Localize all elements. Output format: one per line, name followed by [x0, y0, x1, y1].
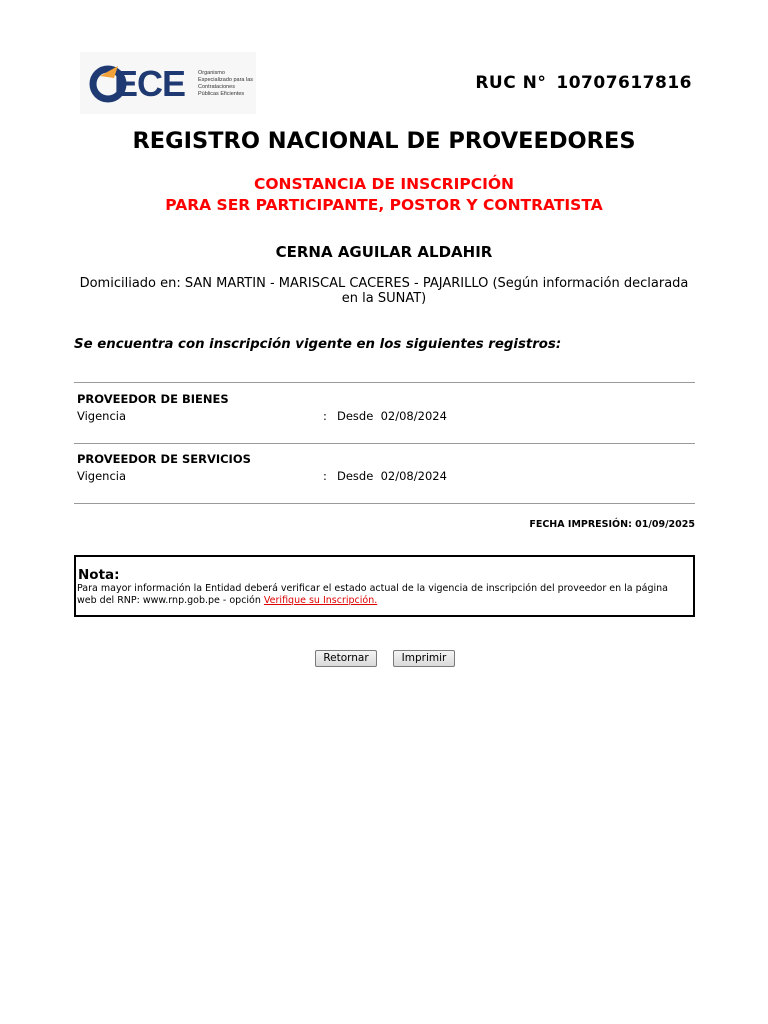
registration-colon: : [323, 469, 327, 483]
ruc-label: RUC N° [475, 73, 547, 93]
back-button[interactable]: Retornar [315, 650, 377, 667]
ruc-block [475, 73, 692, 93]
oece-logo [80, 52, 256, 114]
print-button[interactable]: Imprimir [393, 650, 455, 667]
note-text [77, 583, 689, 607]
logo-wordmark: ECE [114, 63, 186, 104]
subtitle-line-1: CONSTANCIA DE INSCRIPCIÓN [253, 175, 515, 193]
registration-validity-label: Vigencia [77, 469, 127, 483]
note-title: Nota: [78, 567, 120, 583]
divider [74, 503, 695, 504]
registrations-intro: Se encuentra con inscripción vigente en los siguientes registros: [74, 337, 562, 352]
ruc-number: 10707617816 [556, 73, 692, 93]
print-date: FECHA IMPRESIÓN: 01/09/2025 [529, 519, 695, 530]
registration-validity-value: Desde 02/08/2024 [337, 469, 447, 483]
document-title: REGISTRO NACIONAL DE PROVEEDORES [132, 128, 636, 154]
registration-validity-value: Desde 02/08/2024 [337, 409, 447, 423]
subtitle-line-2: PARA SER PARTICIPANTE, POSTOR Y CONTRATISTA [165, 196, 603, 214]
registration-title-goods: PROVEEDOR DE BIENES [77, 392, 229, 406]
logo-tagline: Organismo Especializado para las Contrataciones Públicas Eficientes [198, 70, 254, 97]
verify-registration-link[interactable]: Verifique su Inscripción. [263, 595, 378, 606]
note-body: Para mayor información la Entidad deberá verificar el estado actual de la vigencia de inscripción del proveedor en la página web del RNP: www.rnp.gob.pe - opción [77, 583, 669, 606]
divider [74, 382, 695, 383]
note-box [74, 555, 695, 617]
registration-validity-label: Vigencia [77, 409, 127, 423]
supplier-address: Domiciliado en: SAN MARTIN - MARISCAL CACERES - PAJARILLO (Según información declarada en la SUNAT) [79, 276, 689, 306]
supplier-name: CERNA AGUILAR ALDAHIR [275, 243, 493, 261]
registration-title-services: PROVEEDOR DE SERVICIOS [77, 452, 251, 466]
divider [74, 443, 695, 444]
registration-colon: : [323, 409, 327, 423]
